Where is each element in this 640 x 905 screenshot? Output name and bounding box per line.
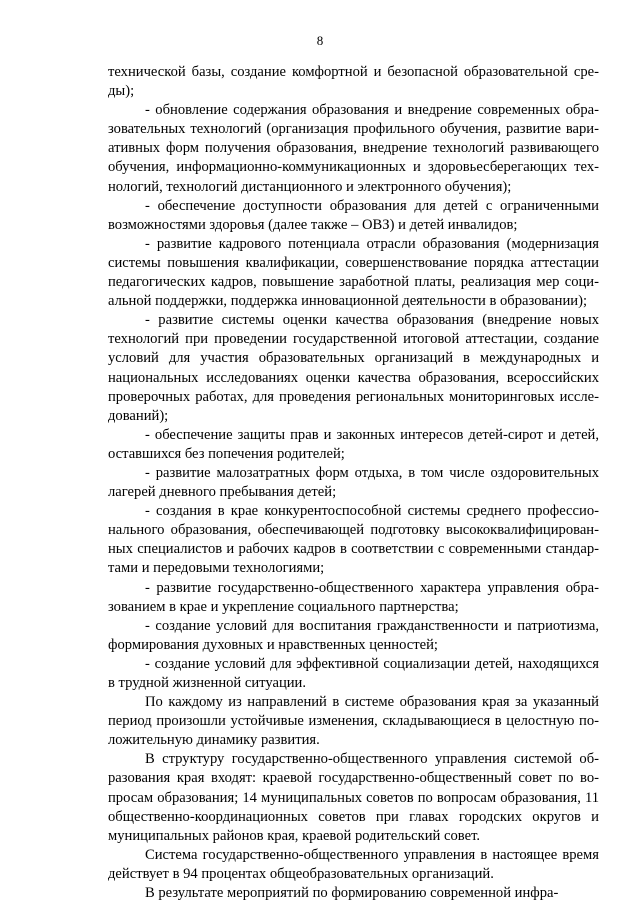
list-item-socialization: - создание условий для эффективной социализации детей, находящихся в трудной жизненной ситуации. [108,655,599,691]
list-item-staff-potential: - развитие кадрового потенциала отрасли образования (модернизация системы повышения квалификации, совершенствование порядка аттестации педагогических кадров, повышение заработной платы, реализация мер социальной поддержки, поддержка инновационной деятельности в образовании); [108,235,599,310]
list-item-public-management: - развитие государственно-общественного характера управления образованием в крае и укрепление социального партнерства; [108,579,599,615]
list-item-vocational-education: - создания в крае конкурентоспособной системы среднего профессионального образования, обеспечивающей подготовку высококвалифицированных специалистов и рабочих кадров в соответствии с современными стандартами и передовыми технологиями; [108,503,599,577]
page-number: 8 [316,33,324,48]
list-item-content-update: - обновление содержания образования и внедрение современных образовательных технологий (организация профильного обучения, развитие вариативных форм получения образования, внедрение технологий развивающего обучения, информационно-коммуникационных и здоровьесберегающих технологий, технологий дистанционного и электронного обучения); [108,102,599,195]
document-body [108,63,599,903]
list-item-accessibility: - обеспечение доступности образования для детей с ограниченными возможностями здоровья (далее также – ОВЗ) и детей инвалидов; [108,197,599,233]
list-item-quality-assessment: - развитие системы оценки качества образования (внедрение новых технологий при проведении государственной итоговой аттестации, создание условий для участия образовательных организаций в международных и национальных исследованиях оценки качества образования, всероссийских проверочных работах, для проведения региональных мониторинговых исследований); [108,312,599,424]
paragraph-continued: технической базы, создание комфортной и безопасной образовательной среды); [108,64,599,100]
paragraph-infrastructure: В результате мероприятий по формированию современной инфра- [145,885,559,902]
list-item-recreation: - развитие малозатратных форм отдыха, в том числе оздоровительных лагерей дневного пребывания детей; [108,464,599,501]
paragraph-changes: По каждому из направлений в системе образования края за указанный период произошли устойчивые изменения, складывающиеся в целостную положительную динамику развития. [108,694,599,749]
list-item-patriotism: - создание условий для воспитания гражданственности и патриотизма, формирования духовных и нравственных ценностей; [108,617,599,653]
paragraph-management-coverage: Система государственно-общественного управления в настоящее время действует в 94 процентах общеобразовательных организаций. [108,846,599,882]
list-item-orphan-rights: - обеспечение защиты прав и законных интересов детей-сирот и детей, оставшихся без попечения родителей; [108,426,599,462]
paragraph-management-structure: В структуру государственно-общественного управления системой образования края входят: краевой государственно-общественный совет по вопросам образования; 14 муниципальных советов по вопросам образования, 11 общественно-координационных советов при главах городских округов и муниципальных районов края, краевой родительский совет. [108,751,599,844]
